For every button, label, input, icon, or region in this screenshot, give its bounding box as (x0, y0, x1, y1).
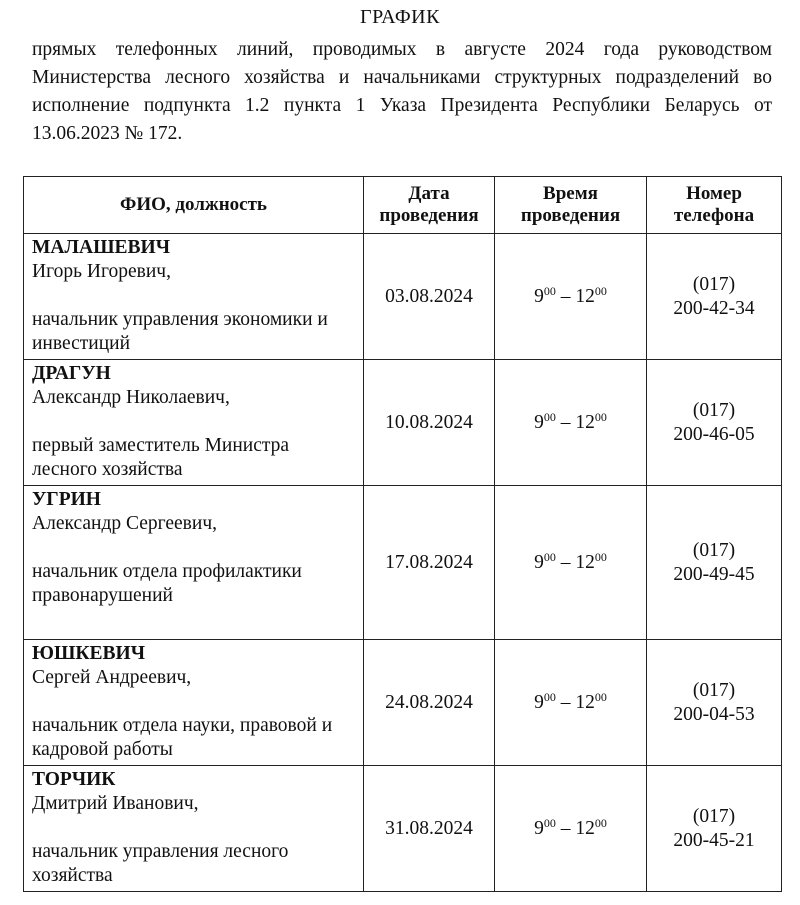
position: первый заместитель Министра лесного хозяйства (32, 435, 290, 480)
phone-code: (017) (692, 399, 736, 421)
phone-code: (017) (692, 539, 736, 561)
name-cell (24, 234, 364, 360)
time-cell (495, 640, 647, 766)
header-time: Время проведения (495, 177, 647, 234)
table-row (24, 766, 782, 892)
time-start: 9 (534, 551, 544, 573)
phone-number: 200-49-45 (673, 563, 755, 585)
table-row (24, 640, 782, 766)
position: начальник управления экономики и инвестиций (32, 309, 328, 354)
time-end: 12 (575, 551, 595, 573)
date-cell: 24.08.2024 (364, 640, 495, 766)
time-end-min: 00 (594, 283, 607, 298)
time-end: 12 (575, 411, 595, 433)
surname: УГРИН (32, 489, 101, 510)
surname: ДРАГУН (32, 363, 111, 384)
time-cell (495, 234, 647, 360)
table-row (24, 234, 782, 360)
given-name: Александр Николаевич, (32, 387, 230, 408)
phone-cell (647, 486, 782, 640)
phone-code: (017) (692, 805, 736, 827)
header-name: ФИО, должность (24, 177, 364, 234)
time-start-min: 00 (543, 815, 556, 830)
time-separator: – (555, 551, 576, 573)
time-start-min: 00 (543, 549, 556, 564)
phone-cell (647, 640, 782, 766)
given-name: Сергей Андреевич, (32, 667, 192, 688)
time-separator: – (555, 817, 576, 839)
header-phone: Номер телефона (647, 177, 782, 234)
schedule-table (23, 176, 782, 892)
name-cell (24, 360, 364, 486)
table-header-row (24, 177, 782, 234)
time-end: 12 (575, 285, 595, 307)
time-separator: – (555, 691, 576, 713)
time-start-min: 00 (543, 283, 556, 298)
time-start-min: 00 (543, 409, 556, 424)
phone-code: (017) (692, 273, 736, 295)
position: начальник отдела науки, правовой и кадровой работы (32, 715, 333, 760)
date-cell: 03.08.2024 (364, 234, 495, 360)
time-separator: – (555, 285, 576, 307)
position: начальник отдела профилактики правонарушений (32, 561, 302, 606)
time-start: 9 (534, 817, 544, 839)
time-cell (495, 766, 647, 892)
time-cell (495, 486, 647, 640)
name-cell (24, 486, 364, 640)
date-cell: 31.08.2024 (364, 766, 495, 892)
phone-number: 200-04-53 (673, 703, 755, 725)
given-name: Дмитрий Иванович, (32, 793, 199, 814)
time-start: 9 (534, 285, 544, 307)
time-end-min: 00 (594, 549, 607, 564)
phone-number: 200-46-05 (673, 423, 755, 445)
time-start-min: 00 (543, 689, 556, 704)
time-end: 12 (575, 691, 595, 713)
date-cell: 10.08.2024 (364, 360, 495, 486)
name-cell (24, 640, 364, 766)
surname: ЮШКЕВИЧ (32, 643, 146, 664)
phone-cell (647, 766, 782, 892)
phone-cell (647, 234, 782, 360)
date-cell: 17.08.2024 (364, 486, 495, 640)
table-row (24, 486, 782, 640)
time-end-min: 00 (594, 409, 607, 424)
time-start: 9 (534, 411, 544, 433)
given-name: Игорь Игоревич, (32, 261, 171, 282)
intro-paragraph: прямых телефонных линий, проводимых в августе 2024 года руководством Министерства лесного хозяйства и начальниками структурных подразделений во исполнение подпункта 1.2 пункта 1 Указа Президента Республики Беларусь от 13.06.2023 № 172. (32, 39, 772, 144)
phone-number: 200-45-21 (673, 829, 755, 851)
phone-code: (017) (692, 679, 736, 701)
name-cell (24, 766, 364, 892)
position: начальник управления лесного хозяйства (32, 841, 289, 886)
phone-number: 200-42-34 (673, 297, 755, 319)
time-separator: – (555, 411, 576, 433)
time-cell (495, 360, 647, 486)
time-end-min: 00 (594, 815, 607, 830)
given-name: Александр Сергеевич, (32, 513, 218, 534)
time-end-min: 00 (594, 689, 607, 704)
table-row (24, 360, 782, 486)
phone-cell (647, 360, 782, 486)
time-start: 9 (534, 691, 544, 713)
header-date: Дата проведения (364, 177, 495, 234)
surname: МАЛАШЕВИЧ (32, 237, 171, 258)
time-end: 12 (575, 817, 595, 839)
surname: ТОРЧИК (32, 769, 116, 790)
document-title: ГРАФИК (360, 6, 440, 28)
